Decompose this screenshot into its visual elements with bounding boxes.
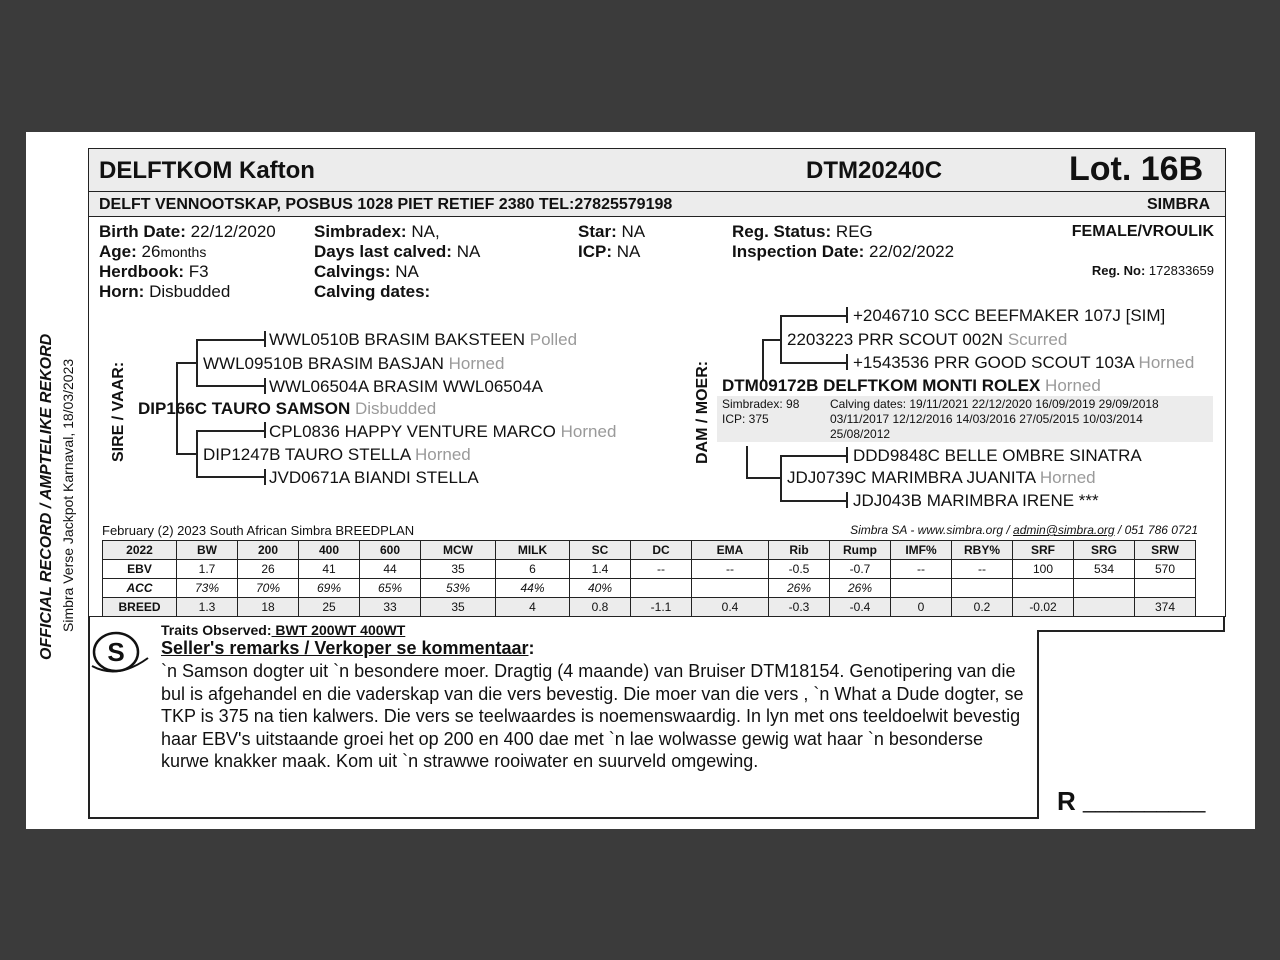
table-row-ebv [103, 560, 1196, 579]
table-cell: 6 [496, 560, 570, 579]
column-header: MILK [496, 541, 570, 560]
dam-sire: 2203223 PRR SCOUT 002N Scurred [787, 330, 1068, 349]
table-cell: 374 [1135, 598, 1196, 617]
official-record-text: OFFICIAL RECORD / AMPTELIKE REKORD [38, 333, 55, 660]
sire-dam-dam: JVD0671A BIANDI STELLA [269, 468, 479, 487]
table-cell: 570 [1135, 560, 1196, 579]
contact-email-link[interactable]: admin@simbra.org [1013, 523, 1115, 537]
dam-dam-sire: DDD9848C BELLE OMBRE SINATRA [853, 446, 1142, 465]
table-cell: 1.7 [177, 560, 238, 579]
reg-status: Reg. Status: REG [732, 222, 873, 241]
animal-name: DELFTKOM Kafton [99, 157, 315, 184]
icp: ICP: NA [578, 242, 641, 261]
table-cell: -- [692, 560, 769, 579]
table-header-row [103, 541, 1196, 560]
table-cell [1135, 579, 1196, 598]
simbradex: Simbradex: NA, [314, 222, 440, 241]
table-cell: 18 [238, 598, 299, 617]
table-cell: BREED [103, 598, 177, 617]
table-cell [891, 579, 952, 598]
table-cell: 40% [570, 579, 631, 598]
table-cell: -0.02 [1013, 598, 1074, 617]
table-cell: -0.5 [769, 560, 830, 579]
star: Star: NA [578, 222, 646, 241]
table-cell [952, 579, 1013, 598]
reg-no: Reg. No: 172833659 [1091, 263, 1214, 278]
price-blank[interactable]: __________ [1083, 788, 1206, 813]
sire-sire-sire: WWL0510B BRASIM BAKSTEEN Polled [269, 330, 578, 349]
column-header: 400 [299, 541, 360, 560]
table-cell: -- [631, 560, 692, 579]
table-cell: EBV [103, 560, 177, 579]
sire-sire: WWL09510B BRASIM BASJAN Horned [203, 354, 505, 373]
column-header: 600 [360, 541, 421, 560]
breedplan-table [102, 540, 1196, 617]
column-header: 200 [238, 541, 299, 560]
column-header: EMA [692, 541, 769, 560]
dam-simbradex: Simbradex: 98 [722, 397, 800, 411]
column-header: MCW [421, 541, 496, 560]
table-cell: ACC [103, 579, 177, 598]
breedplan-contact: Simbra SA - www.simbra.org / admin@simbra.org / 051 786 0721 [850, 523, 1198, 537]
days-last-calved: Days last calved: NA [314, 242, 481, 261]
table-cell: 53% [421, 579, 496, 598]
table-cell [1013, 579, 1074, 598]
dam-calving-dates-1: Calving dates: 19/11/2021 22/12/2020 16/09/2019 29/09/2018 [830, 397, 1159, 411]
table-cell: 25 [299, 598, 360, 617]
column-header: SC [570, 541, 631, 560]
table-cell: 26 [238, 560, 299, 579]
table-cell: 33 [360, 598, 421, 617]
table-cell [692, 579, 769, 598]
inspection-date: Inspection Date: 22/02/2022 [732, 242, 955, 261]
table-cell: 100 [1013, 560, 1074, 579]
table-cell [631, 579, 692, 598]
sire-side-label: SIRE / VAAR: [110, 361, 127, 462]
remarks-title: Seller's remarks / Verkoper se kommentaar: [161, 638, 535, 658]
table-cell: 0 [891, 598, 952, 617]
sex: FEMALE/VROULIK [1071, 223, 1214, 240]
column-header: SRG [1074, 541, 1135, 560]
column-header: DC [631, 541, 692, 560]
table-cell: 0.4 [692, 598, 769, 617]
dam-icp: ICP: 375 [722, 412, 769, 426]
breed-label: SIMBRA [1147, 196, 1211, 213]
column-header: RBY% [952, 541, 1013, 560]
table-cell: 41 [299, 560, 360, 579]
breedplan-caption: February (2) 2023 South African Simbra BREEDPLAN [102, 523, 415, 538]
dam-name: DTM09172B DELFTKOM MONTI ROLEX Horned [722, 376, 1101, 395]
table-row-acc [103, 579, 1196, 598]
table-cell: 44 [360, 560, 421, 579]
calvings: Calvings: NA [314, 262, 419, 281]
dam-calving-dates-2: 03/11/2017 12/12/2016 14/03/2016 27/05/2015 10/03/2014 [830, 412, 1143, 426]
price-label: R [1057, 786, 1076, 816]
column-header: Rump [830, 541, 891, 560]
calving-dates-label: Calving dates: [314, 282, 431, 301]
birth-date: Birth Date: 22/12/2020 [99, 222, 276, 241]
dam-dam: JDJ0739C MARIMBRA JUANITA Horned [787, 468, 1096, 487]
sire-sire-dam: WWL06504A BRASIM WWL06504A [269, 377, 544, 396]
sire-dam: DIP1247B TAURO STELLA Horned [203, 445, 471, 464]
table-cell: 0.2 [952, 598, 1013, 617]
table-cell: -0.7 [830, 560, 891, 579]
column-header: SRF [1013, 541, 1074, 560]
table-cell: -1.1 [631, 598, 692, 617]
animal-reg-number: DTM20240C [806, 157, 943, 184]
table-cell: -- [891, 560, 952, 579]
dam-calving-dates-3: 25/08/2012 [830, 427, 891, 441]
traits-observed: Traits Observed: BWT 200WT 400WT [161, 622, 406, 638]
table-cell: 4 [496, 598, 570, 617]
table-cell: 70% [238, 579, 299, 598]
sire-dam-sire: CPL0836 HAPPY VENTURE MARCO Horned [269, 422, 617, 441]
table-cell: 65% [360, 579, 421, 598]
column-header: IMF% [891, 541, 952, 560]
table-row-breed [103, 598, 1196, 617]
table-cell: 0.8 [570, 598, 631, 617]
column-header: Rib [769, 541, 830, 560]
table-cell: 26% [830, 579, 891, 598]
herdbook: Herdbook: F3 [99, 262, 209, 281]
dam-sire-sire: +2046710 SCC BEEFMAKER 107J [SIM] [853, 306, 1166, 325]
column-header: BW [177, 541, 238, 560]
table-cell: 26% [769, 579, 830, 598]
sale-name-text: Simbra Verse Jackpot Karnaval, 18/03/2023 [60, 358, 76, 632]
remarks-text: `n Samson dogter uit `n besondere moer. Dragtig (4 maande) van Bruiser DTM18154. Genotipering van die bul is afgehandel en die vaderskap van die vers bevestig. Die moer van die vers , `n What a Dude dogter, se TKP is 375 na tien kalwers. Die vers se teelwaardes is noemenswaardig. In lyn met ons teeldoelwit bevestig haar EBV's uitstaande groei het op 200 en 400 dae met `n lae wolwasse gewig wat haar `n besonderse kurwe knakker maak. Kom uit `n strawwe rooiwater en suurveld omgewing. [161, 661, 1024, 772]
dam-sire-dam: +1543536 PRR GOOD SCOUT 103A Horned [853, 353, 1195, 372]
age: Age: 26months [99, 242, 207, 261]
table-cell: 73% [177, 579, 238, 598]
column-header: SRW [1135, 541, 1196, 560]
dam-side-label: DAM / MOER: [694, 360, 711, 464]
simbra-s-logo-icon [88, 628, 152, 680]
table-cell: 1.4 [570, 560, 631, 579]
lot-number: Lot. 16B [1069, 150, 1204, 188]
table-cell: 35 [421, 598, 496, 617]
svg-text:S: S [107, 637, 125, 667]
table-cell: 69% [299, 579, 360, 598]
table-cell [1074, 598, 1135, 617]
table-cell: 1.3 [177, 598, 238, 617]
table-cell: -- [952, 560, 1013, 579]
table-cell: -0.4 [830, 598, 891, 617]
horn-status: Horn: Disbudded [99, 282, 231, 301]
table-cell: 534 [1074, 560, 1135, 579]
table-cell: 35 [421, 560, 496, 579]
owner-details: DELFT VENNOOTSKAP, POSBUS 1028 PIET RETIEF 2380 TEL:27825579198 [99, 196, 673, 213]
sire-name: DIP166C TAURO SAMSON Disbudded [138, 399, 437, 418]
column-header: 2022 [103, 541, 177, 560]
dam-dam-dam: JDJ043B MARIMBRA IRENE *** [853, 491, 1099, 510]
table-cell: 44% [496, 579, 570, 598]
table-cell: -0.3 [769, 598, 830, 617]
table-cell [1074, 579, 1135, 598]
